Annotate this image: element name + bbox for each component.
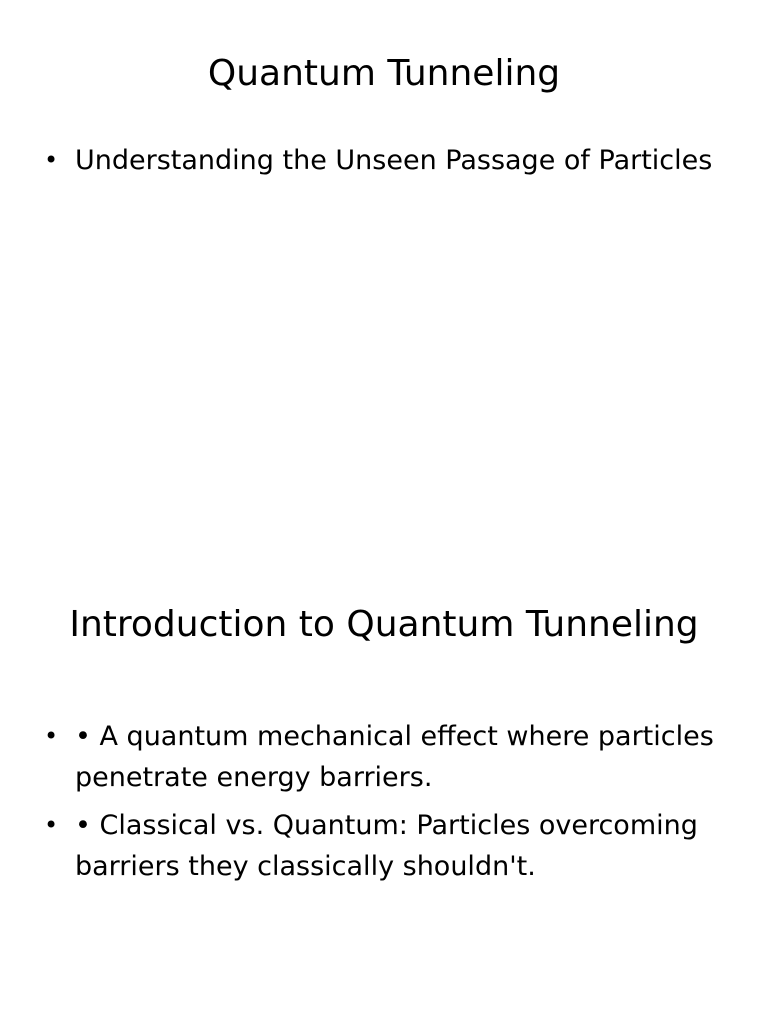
bullet-text: Understanding the Unseen Passage of Particles — [75, 145, 713, 176]
bullet-list — [40, 140, 730, 188]
bullet-marker: • — [44, 722, 59, 750]
slide-title: Quantum Tunneling — [207, 53, 561, 94]
bullet-marker: • — [44, 146, 59, 174]
bullet-list — [40, 716, 730, 894]
bullet-item — [40, 805, 730, 887]
bullet-text: • Classical vs. Quantum: Particles overcoming barriers they classically shouldn't. — [75, 810, 698, 882]
bullet-marker: • — [44, 811, 59, 839]
slide-2 — [0, 576, 768, 1024]
bullet-text: • A quantum mechanical effect where particles penetrate energy barriers. — [75, 721, 714, 793]
slide-title: Introduction to Quantum Tunneling — [69, 604, 699, 645]
bullet-item — [40, 140, 730, 181]
bullet-item — [40, 716, 730, 798]
